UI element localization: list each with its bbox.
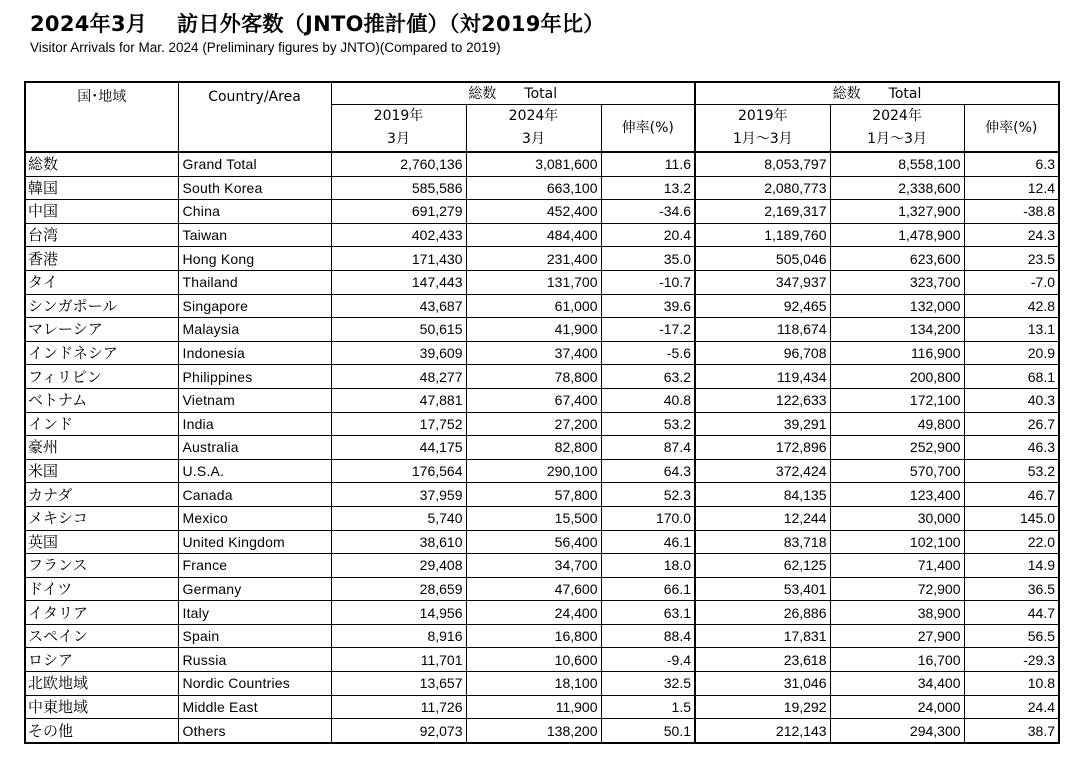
ytd-2019-cell: 119,434: [695, 365, 830, 389]
ytd-2024-cell: 123,400: [830, 483, 964, 507]
country-en-cell: India: [178, 412, 331, 436]
title-date: 2024年3月: [30, 12, 148, 36]
ytd-2019-cell: 212,143: [695, 719, 830, 743]
mar-2019-cell: 28,659: [331, 577, 466, 601]
mar-2024-cell: 3,081,600: [466, 152, 601, 176]
country-jp-cell: ドイツ: [25, 577, 178, 601]
ytd-2024-cell: 27,900: [830, 624, 964, 648]
ytd-2024-cell: 34,400: [830, 672, 964, 696]
growth-ytd-cell: 46.3: [964, 436, 1059, 460]
mar-2019-cell: 5,740: [331, 506, 466, 530]
country-jp-cell: スペイン: [25, 624, 178, 648]
mar-2019-cell: 39,609: [331, 341, 466, 365]
country-en-cell: Spain: [178, 624, 331, 648]
header-2024-mar: 2024年 3月: [466, 105, 601, 153]
header-2024-ytd: 2024年 1月～3月: [830, 105, 964, 153]
growth-month-cell: 53.2: [601, 412, 695, 436]
growth-month-cell: 32.5: [601, 672, 695, 696]
ytd-2024-cell: 252,900: [830, 436, 964, 460]
country-jp-cell: カナダ: [25, 483, 178, 507]
country-jp-cell: 香港: [25, 247, 178, 271]
mar-2019-cell: 17,752: [331, 412, 466, 436]
page-title: [30, 8, 605, 38]
growth-month-cell: 35.0: [601, 247, 695, 271]
country-jp-cell: 中国: [25, 200, 178, 224]
country-jp-cell: フィリピン: [25, 365, 178, 389]
country-en-cell: Australia: [178, 436, 331, 460]
growth-ytd-cell: 53.2: [964, 459, 1059, 483]
growth-ytd-cell: 44.7: [964, 601, 1059, 625]
header-total-month: 総数 Total: [331, 82, 695, 105]
ytd-2019-cell: 2,169,317: [695, 200, 830, 224]
mar-2024-cell: 231,400: [466, 247, 601, 271]
mar-2024-cell: 47,600: [466, 577, 601, 601]
mar-2024-cell: 24,400: [466, 601, 601, 625]
country-en-cell: Singapore: [178, 294, 331, 318]
ytd-2019-cell: 1,189,760: [695, 223, 830, 247]
header-2019-mar: 2019年 3月: [331, 105, 466, 153]
table-row: [25, 577, 1059, 601]
mar-2024-cell: 484,400: [466, 223, 601, 247]
mar-2024-cell: 11,900: [466, 695, 601, 719]
header-country-en: Country/Area: [178, 82, 331, 152]
ytd-2019-cell: 19,292: [695, 695, 830, 719]
country-en-cell: Mexico: [178, 506, 331, 530]
ytd-2024-cell: 323,700: [830, 270, 964, 294]
ytd-2024-cell: 200,800: [830, 365, 964, 389]
growth-month-cell: 39.6: [601, 294, 695, 318]
table-row: [25, 200, 1059, 224]
mar-2024-cell: 57,800: [466, 483, 601, 507]
growth-ytd-cell: -7.0: [964, 270, 1059, 294]
mar-2024-cell: 56,400: [466, 530, 601, 554]
mar-2024-cell: 41,900: [466, 318, 601, 342]
table-row: [25, 412, 1059, 436]
country-jp-cell: インド: [25, 412, 178, 436]
country-jp-cell: 総数: [25, 152, 178, 176]
mar-2024-cell: 82,800: [466, 436, 601, 460]
mar-2019-cell: 147,443: [331, 270, 466, 294]
country-jp-cell: フランス: [25, 554, 178, 578]
mar-2024-cell: 452,400: [466, 200, 601, 224]
growth-ytd-cell: 20.9: [964, 341, 1059, 365]
table-row: [25, 388, 1059, 412]
ytd-2019-cell: 372,424: [695, 459, 830, 483]
ytd-2024-cell: 8,558,100: [830, 152, 964, 176]
growth-ytd-cell: 6.3: [964, 152, 1059, 176]
mar-2019-cell: 13,657: [331, 672, 466, 696]
growth-ytd-cell: 13.1: [964, 318, 1059, 342]
country-en-cell: Taiwan: [178, 223, 331, 247]
growth-month-cell: 52.3: [601, 483, 695, 507]
ytd-2019-cell: 92,465: [695, 294, 830, 318]
ytd-2024-cell: 570,700: [830, 459, 964, 483]
growth-month-cell: -17.2: [601, 318, 695, 342]
growth-ytd-cell: -38.8: [964, 200, 1059, 224]
growth-month-cell: -5.6: [601, 341, 695, 365]
page-subtitle: Visitor Arrivals for Mar. 2024 (Preliminary figures by JNTO)(Compared to 2019): [30, 40, 501, 55]
ytd-2019-cell: 2,080,773: [695, 176, 830, 200]
mar-2019-cell: 37,959: [331, 483, 466, 507]
mar-2024-cell: 37,400: [466, 341, 601, 365]
table-row: [25, 223, 1059, 247]
growth-ytd-cell: 24.3: [964, 223, 1059, 247]
ytd-2019-cell: 12,244: [695, 506, 830, 530]
country-jp-cell: 米国: [25, 459, 178, 483]
ytd-2024-cell: 49,800: [830, 412, 964, 436]
mar-2024-cell: 290,100: [466, 459, 601, 483]
growth-month-cell: 87.4: [601, 436, 695, 460]
table-row: [25, 459, 1059, 483]
ytd-2024-cell: 30,000: [830, 506, 964, 530]
country-jp-cell: インドネシア: [25, 341, 178, 365]
mar-2019-cell: 176,564: [331, 459, 466, 483]
mar-2024-cell: 18,100: [466, 672, 601, 696]
table-row: [25, 436, 1059, 460]
mar-2024-cell: 16,800: [466, 624, 601, 648]
ytd-2024-cell: 71,400: [830, 554, 964, 578]
mar-2019-cell: 47,881: [331, 388, 466, 412]
ytd-2019-cell: 83,718: [695, 530, 830, 554]
growth-ytd-cell: 42.8: [964, 294, 1059, 318]
growth-month-cell: 63.1: [601, 601, 695, 625]
table-row: [25, 624, 1059, 648]
growth-ytd-cell: 145.0: [964, 506, 1059, 530]
growth-month-cell: 64.3: [601, 459, 695, 483]
table-body: [25, 152, 1059, 743]
country-en-cell: Indonesia: [178, 341, 331, 365]
ytd-2019-cell: 31,046: [695, 672, 830, 696]
country-jp-cell: ベトナム: [25, 388, 178, 412]
ytd-2024-cell: 1,327,900: [830, 200, 964, 224]
ytd-2024-cell: 294,300: [830, 719, 964, 743]
ytd-2024-cell: 623,600: [830, 247, 964, 271]
growth-month-cell: -9.4: [601, 648, 695, 672]
header-total-ytd: 総数 Total: [695, 82, 1059, 105]
country-en-cell: France: [178, 554, 331, 578]
country-jp-cell: タイ: [25, 270, 178, 294]
growth-ytd-cell: 36.5: [964, 577, 1059, 601]
country-en-cell: Canada: [178, 483, 331, 507]
country-en-cell: U.S.A.: [178, 459, 331, 483]
growth-month-cell: 20.4: [601, 223, 695, 247]
growth-ytd-cell: 14.9: [964, 554, 1059, 578]
table-row: [25, 318, 1059, 342]
growth-ytd-cell: 10.8: [964, 672, 1059, 696]
growth-ytd-cell: 56.5: [964, 624, 1059, 648]
ytd-2019-cell: 26,886: [695, 601, 830, 625]
mar-2024-cell: 10,600: [466, 648, 601, 672]
growth-month-cell: 40.8: [601, 388, 695, 412]
mar-2019-cell: 11,726: [331, 695, 466, 719]
country-en-cell: Malaysia: [178, 318, 331, 342]
header-country-jp: 国･地域: [25, 82, 178, 152]
growth-ytd-cell: 46.7: [964, 483, 1059, 507]
country-jp-cell: 韓国: [25, 176, 178, 200]
ytd-2024-cell: 1,478,900: [830, 223, 964, 247]
growth-month-cell: 63.2: [601, 365, 695, 389]
ytd-2024-cell: 16,700: [830, 648, 964, 672]
table-row: [25, 270, 1059, 294]
country-jp-cell: 台湾: [25, 223, 178, 247]
mar-2019-cell: 2,760,136: [331, 152, 466, 176]
header-growth-ytd: 伸率(%): [964, 105, 1059, 153]
growth-month-cell: 1.5: [601, 695, 695, 719]
growth-month-cell: 13.2: [601, 176, 695, 200]
mar-2019-cell: 50,615: [331, 318, 466, 342]
growth-month-cell: 18.0: [601, 554, 695, 578]
mar-2024-cell: 34,700: [466, 554, 601, 578]
country-en-cell: United Kingdom: [178, 530, 331, 554]
growth-ytd-cell: 12.4: [964, 176, 1059, 200]
mar-2019-cell: 92,073: [331, 719, 466, 743]
ytd-2019-cell: 62,125: [695, 554, 830, 578]
ytd-2019-cell: 8,053,797: [695, 152, 830, 176]
table-row: [25, 648, 1059, 672]
table-row: [25, 341, 1059, 365]
mar-2024-cell: 131,700: [466, 270, 601, 294]
mar-2019-cell: 402,433: [331, 223, 466, 247]
table-row: [25, 506, 1059, 530]
ytd-2019-cell: 17,831: [695, 624, 830, 648]
ytd-2024-cell: 134,200: [830, 318, 964, 342]
table-row: [25, 247, 1059, 271]
ytd-2024-cell: 132,000: [830, 294, 964, 318]
mar-2024-cell: 27,200: [466, 412, 601, 436]
table-row: [25, 672, 1059, 696]
growth-ytd-cell: 26.7: [964, 412, 1059, 436]
country-en-cell: Hong Kong: [178, 247, 331, 271]
country-jp-cell: メキシコ: [25, 506, 178, 530]
mar-2024-cell: 15,500: [466, 506, 601, 530]
ytd-2024-cell: 116,900: [830, 341, 964, 365]
country-en-cell: Others: [178, 719, 331, 743]
country-en-cell: Thailand: [178, 270, 331, 294]
mar-2019-cell: 14,956: [331, 601, 466, 625]
country-en-cell: Germany: [178, 577, 331, 601]
mar-2024-cell: 61,000: [466, 294, 601, 318]
growth-month-cell: 50.1: [601, 719, 695, 743]
table-row: [25, 601, 1059, 625]
country-en-cell: Philippines: [178, 365, 331, 389]
country-en-cell: Nordic Countries: [178, 672, 331, 696]
growth-ytd-cell: 23.5: [964, 247, 1059, 271]
ytd-2019-cell: 172,896: [695, 436, 830, 460]
table-row: [25, 719, 1059, 743]
mar-2019-cell: 43,687: [331, 294, 466, 318]
country-jp-cell: ロシア: [25, 648, 178, 672]
country-jp-cell: 北欧地域: [25, 672, 178, 696]
country-en-cell: South Korea: [178, 176, 331, 200]
table-row: [25, 152, 1059, 176]
ytd-2019-cell: 53,401: [695, 577, 830, 601]
ytd-2024-cell: 72,900: [830, 577, 964, 601]
ytd-2019-cell: 347,937: [695, 270, 830, 294]
growth-month-cell: -34.6: [601, 200, 695, 224]
country-jp-cell: イタリア: [25, 601, 178, 625]
country-jp-cell: その他: [25, 719, 178, 743]
table-row: [25, 294, 1059, 318]
growth-month-cell: -10.7: [601, 270, 695, 294]
growth-month-cell: 46.1: [601, 530, 695, 554]
table-row: [25, 365, 1059, 389]
country-en-cell: Russia: [178, 648, 331, 672]
header-growth-month: 伸率(%): [601, 105, 695, 153]
ytd-2019-cell: 122,633: [695, 388, 830, 412]
growth-ytd-cell: 22.0: [964, 530, 1059, 554]
mar-2024-cell: 67,400: [466, 388, 601, 412]
country-jp-cell: マレーシア: [25, 318, 178, 342]
ytd-2024-cell: 102,100: [830, 530, 964, 554]
mar-2019-cell: 8,916: [331, 624, 466, 648]
mar-2019-cell: 11,701: [331, 648, 466, 672]
ytd-2024-cell: 172,100: [830, 388, 964, 412]
mar-2019-cell: 691,279: [331, 200, 466, 224]
mar-2019-cell: 171,430: [331, 247, 466, 271]
growth-month-cell: 66.1: [601, 577, 695, 601]
mar-2019-cell: 585,586: [331, 176, 466, 200]
mar-2019-cell: 48,277: [331, 365, 466, 389]
mar-2024-cell: 138,200: [466, 719, 601, 743]
growth-ytd-cell: 24.4: [964, 695, 1059, 719]
country-jp-cell: シンガポール: [25, 294, 178, 318]
country-jp-cell: 英国: [25, 530, 178, 554]
growth-ytd-cell: -29.3: [964, 648, 1059, 672]
ytd-2024-cell: 38,900: [830, 601, 964, 625]
mar-2019-cell: 44,175: [331, 436, 466, 460]
country-en-cell: Vietnam: [178, 388, 331, 412]
growth-ytd-cell: 38.7: [964, 719, 1059, 743]
ytd-2024-cell: 24,000: [830, 695, 964, 719]
country-en-cell: Middle East: [178, 695, 331, 719]
visitor-arrivals-table: [24, 81, 1060, 744]
ytd-2019-cell: 505,046: [695, 247, 830, 271]
table-row: [25, 554, 1059, 578]
growth-ytd-cell: 68.1: [964, 365, 1059, 389]
country-jp-cell: 豪州: [25, 436, 178, 460]
header-2019-ytd: 2019年 1月～3月: [695, 105, 830, 153]
mar-2019-cell: 38,610: [331, 530, 466, 554]
ytd-2019-cell: 118,674: [695, 318, 830, 342]
ytd-2024-cell: 2,338,600: [830, 176, 964, 200]
growth-ytd-cell: 40.3: [964, 388, 1059, 412]
growth-month-cell: 11.6: [601, 152, 695, 176]
country-jp-cell: 中東地域: [25, 695, 178, 719]
mar-2024-cell: 663,100: [466, 176, 601, 200]
table-row: [25, 483, 1059, 507]
table-row: [25, 176, 1059, 200]
ytd-2019-cell: 96,708: [695, 341, 830, 365]
ytd-2019-cell: 84,135: [695, 483, 830, 507]
country-en-cell: China: [178, 200, 331, 224]
table-row: [25, 695, 1059, 719]
country-en-cell: Italy: [178, 601, 331, 625]
ytd-2019-cell: 39,291: [695, 412, 830, 436]
mar-2024-cell: 78,800: [466, 365, 601, 389]
growth-month-cell: 170.0: [601, 506, 695, 530]
title-main: 訪日外客数（JNTO推計値）（対2019年比）: [177, 12, 605, 36]
table-row: [25, 530, 1059, 554]
mar-2019-cell: 29,408: [331, 554, 466, 578]
ytd-2019-cell: 23,618: [695, 648, 830, 672]
country-en-cell: Grand Total: [178, 152, 331, 176]
growth-month-cell: 88.4: [601, 624, 695, 648]
